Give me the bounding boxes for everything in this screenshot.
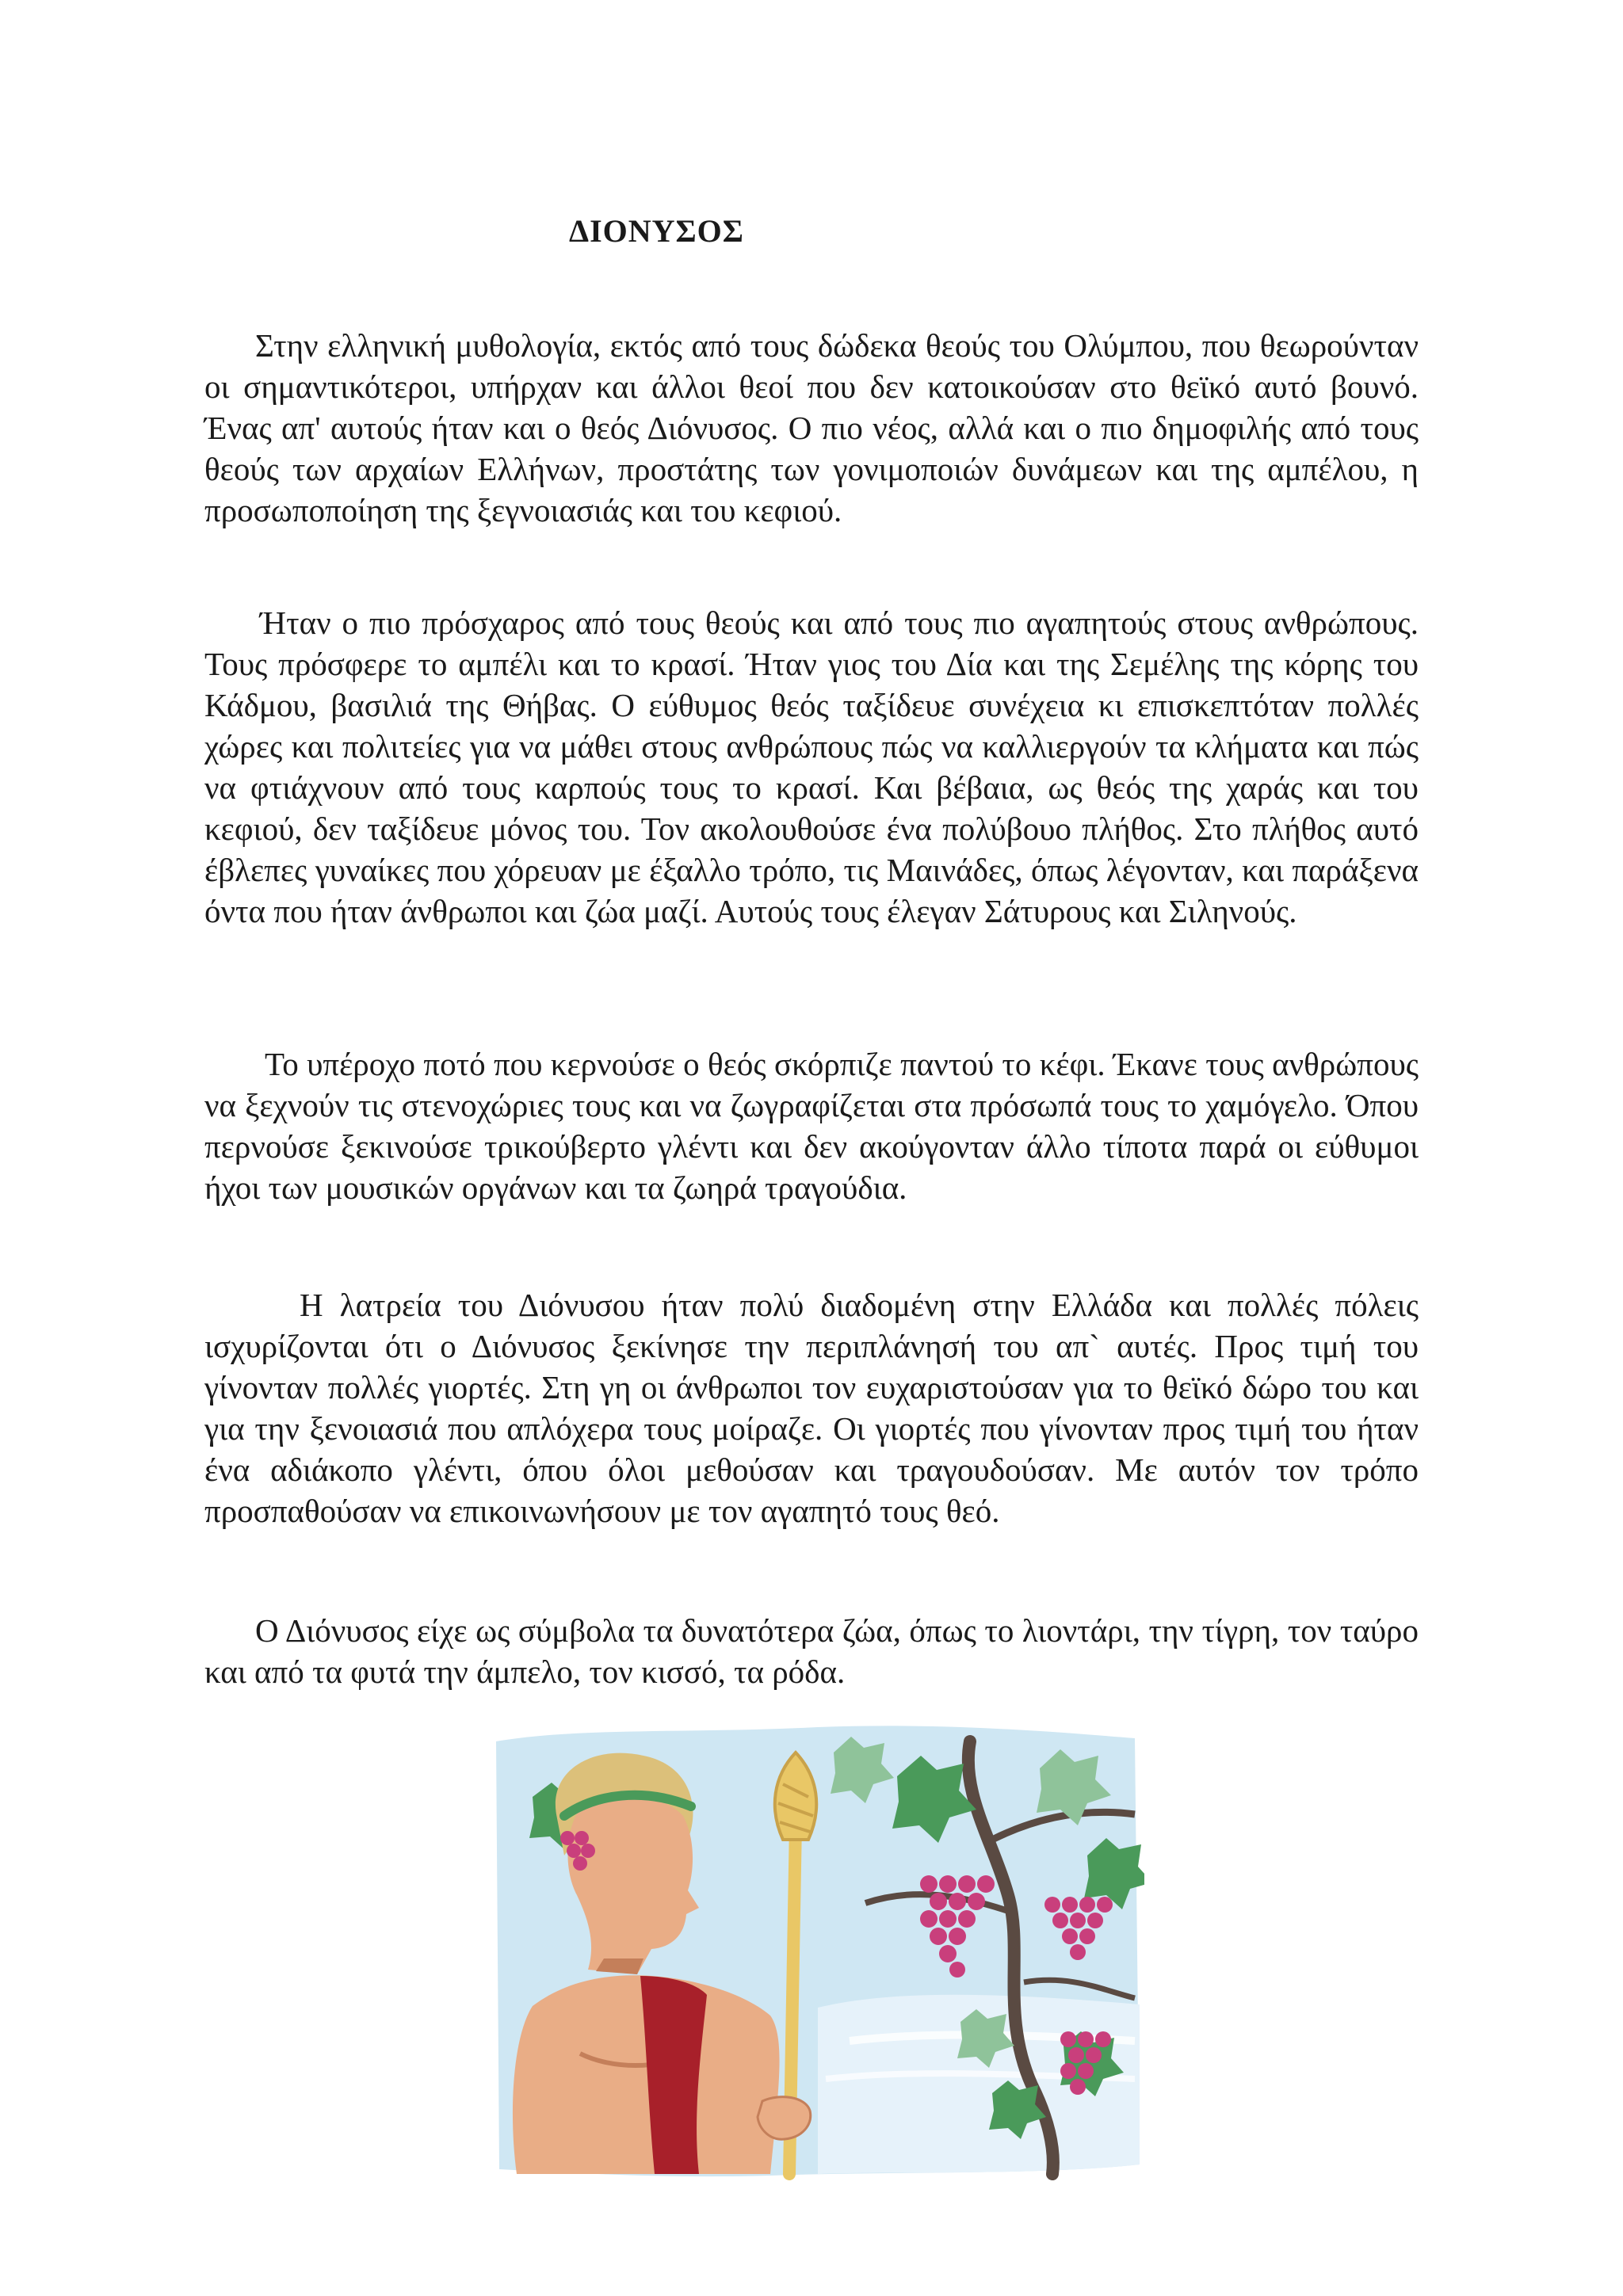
paragraph-wonderful-drink: Το υπέροχο ποτό που κερνούσε ο θεός σκόρπιζε παντού το κέφι. Έκανε τους ανθρώπους να ξεχνούν τις στενοχώριες τους και να ζωγραφίζεται στα πρόσωπά τους το χαμόγελο. Όπου περνούσε ξεκινούσε τρικούβερτο γλέντι και δεν ακούγονταν άλλο τίποτα παρά οι εύθυμοι ήχοι των μουσικών οργάνων και τα ζωηρά τραγούδια. [204, 1046, 1419, 1206]
paragraph-cheerful-god: Ήταν ο πιο πρόσχαρος από τους θεούς και από τους πιο αγαπητούς στους ανθρώπους. Τους πρόσφερε το αμπέλι και το κρασί. Ήταν γιος του Δία και της Σεμέλης της κόρης του Κάδμου, βασιλιά της Θήβας. Ο εύθυμος θεός ταξίδευε συνέχεια κι επισκεπτόταν πολλές χώρες και πολιτείες για να μάθει στους ανθρώπους πώς να καλλιεργούν τα κλήματα και πώς να φτιάχνουν από τους καρπούς τους το κρασί. Και βέβαια, ως θεός της χαράς και του κεφιού, δεν ταξίδευε μόνος του. Τον ακολουθούσε ένα πολύβουο πλήθος. Στο πλήθος αυτό έβλεπες γυναίκες που χόρευαν με έξαλλο τρόπο, τις Μαινάδες, όπως λέγονταν, και παράξενα όντα που ήταν άνθρωποι και ζώα μαζί. Αυτούς τους έλεγαν Σάτυρους και Σιληνούς. [204, 605, 1419, 929]
paragraph-worship: Η λατρεία του Διόνυσου ήταν πολύ διαδομένη στην Ελλάδα και πολλές πόλεις ισχυρίζονται ότι ο Διόνυσος ξεκίνησε την περιπλάνησή του απ` αυτές. Προς τιμή του γίνονταν πολλές γιορτές. Στη γη οι άνθρωποι τον ευχαριστούσαν για το θεϊκό δώρο του και για την ξενοιασιά που απλόχερα τους μοίραζε. Οι γιορτές που γίνονταν προς τιμή του ήταν ένα αδιάκοπο γλέντι, όπου όλοι μεθούσαν και τραγουδούσαν. Με αυτόν τον τρόπο προσπαθούσαν να επικοινωνήσουν με τον αγαπητό τους θεό. [204, 1287, 1419, 1529]
paragraph-symbols: Ο Διόνυσος είχε ως σύμβολα τα δυνατότερα ζώα, όπως το λιοντάρι, την τίγρη, τον ταύρο και από τα φυτά την άμπελο, τον κισσό, τα ρόδα. [204, 1612, 1419, 1690]
page-title: ΔΙΟΝΥΣΟΣ [569, 213, 744, 249]
paragraph-intro: Στην ελληνική μυθολογία, εκτός από τους δώδεκα θεούς του Ολύμπου, που θεωρούνταν οι σημαντικότεροι, υπήρχαν και άλλοι θεοί που δεν κατοικούσαν στο θεϊκό αυτό βουνό. Ένας απ' αυτούς ήταν και ο θεός Διόνυσος. Ο πιο νέος, αλλά και ο πιο δημοφιλής από τους θεούς των αρχαίων Ελλήνων, προστάτης των γονιμοποιών δυνάμεων και της αμπέλου, η προσωποποίηση της ξεγνοιασιάς και του κεφιού. [204, 327, 1419, 528]
dionysus-illustration [485, 1721, 1144, 2183]
hand [758, 2097, 811, 2140]
